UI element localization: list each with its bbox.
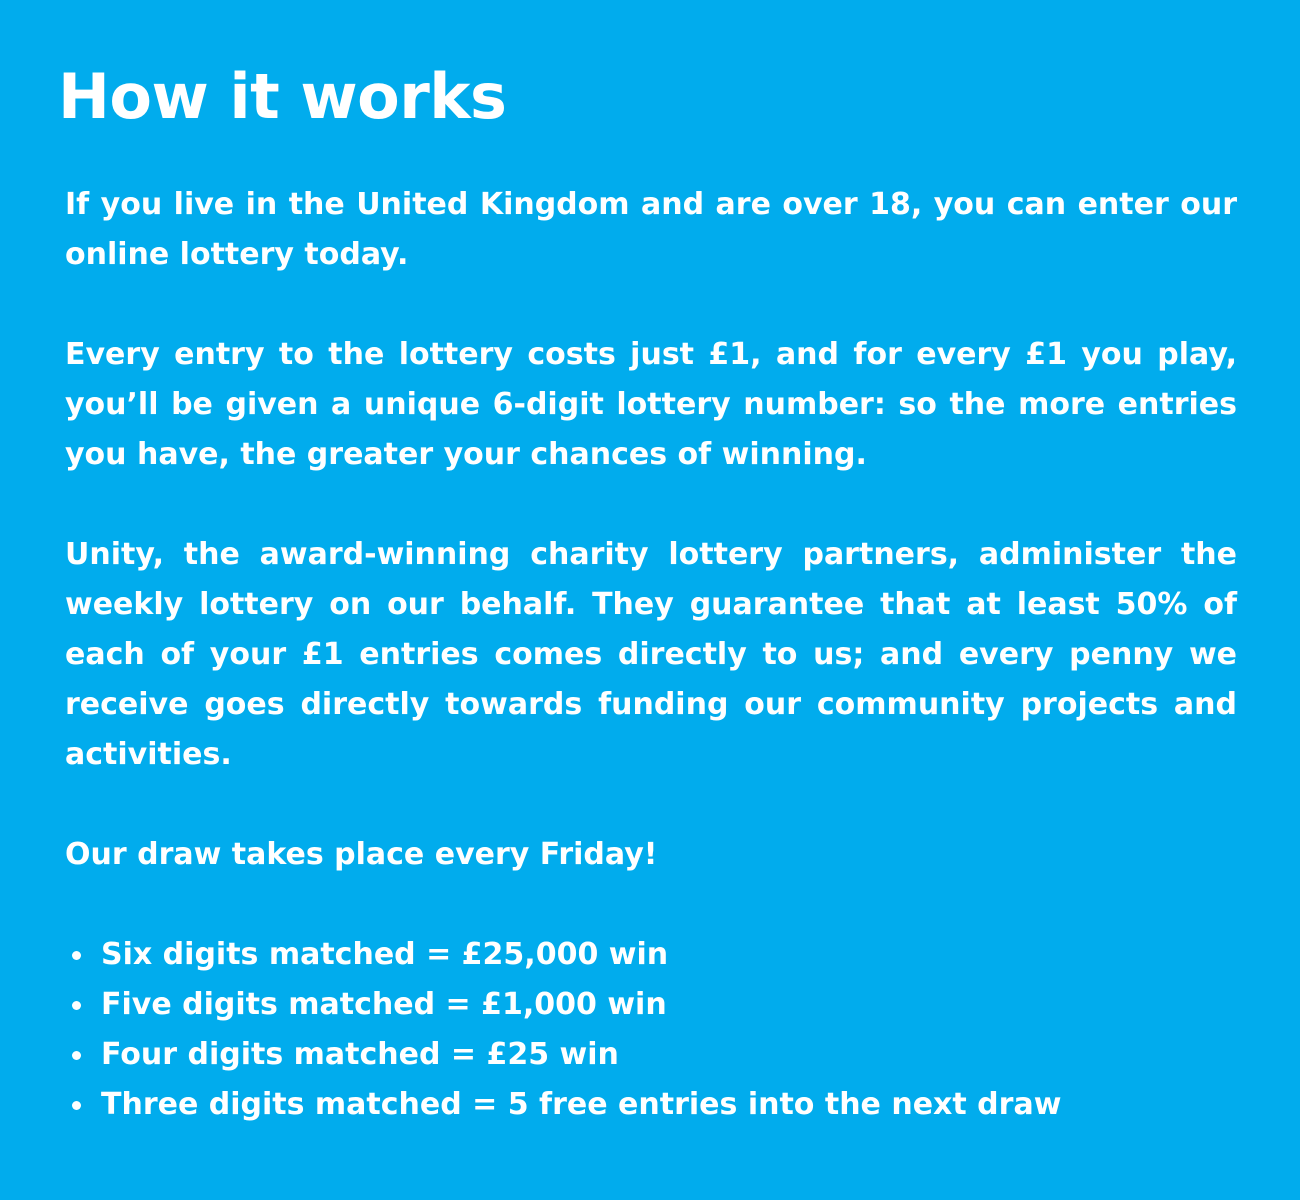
list-item bbox=[65, 1080, 1237, 1130]
list-item bbox=[65, 980, 1237, 1030]
prize-text: Five digits matched = £1,000 win bbox=[101, 987, 667, 1022]
list-item bbox=[65, 1030, 1237, 1080]
page-title: How it works bbox=[58, 60, 507, 133]
list-item bbox=[65, 930, 1237, 980]
prize-text: Four digits matched = £25 win bbox=[101, 1037, 619, 1072]
eligibility-paragraph: If you live in the United Kingdom and are over 18, you can enter our online lottery today. bbox=[65, 187, 1237, 272]
bullet-icon bbox=[72, 1001, 81, 1010]
bullet-icon bbox=[72, 1051, 81, 1060]
entry-cost-paragraph: Every entry to the lottery costs just £1, and for every £1 you play, you’ll be given a unique 6-digit lottery number: so the more entries you have, the greater your chances of winning. bbox=[65, 337, 1237, 472]
prize-text: Six digits matched = £25,000 win bbox=[101, 937, 669, 972]
prize-list bbox=[65, 930, 1237, 1130]
content-body bbox=[65, 180, 1237, 1130]
prize-text: Three digits matched = 5 free entries into the next draw bbox=[101, 1087, 1062, 1122]
bullet-icon bbox=[72, 1101, 81, 1110]
draw-day-paragraph: Our draw takes place every Friday! bbox=[65, 837, 658, 872]
bullet-icon bbox=[72, 951, 81, 960]
unity-partner-paragraph: Unity, the award-winning charity lottery partners, administer the weekly lottery on our behalf. They guarantee that at least 50% of each of your £1 entries comes directly to us; and every penny we receive goes directly towards funding our community projects and activities. bbox=[65, 537, 1237, 772]
